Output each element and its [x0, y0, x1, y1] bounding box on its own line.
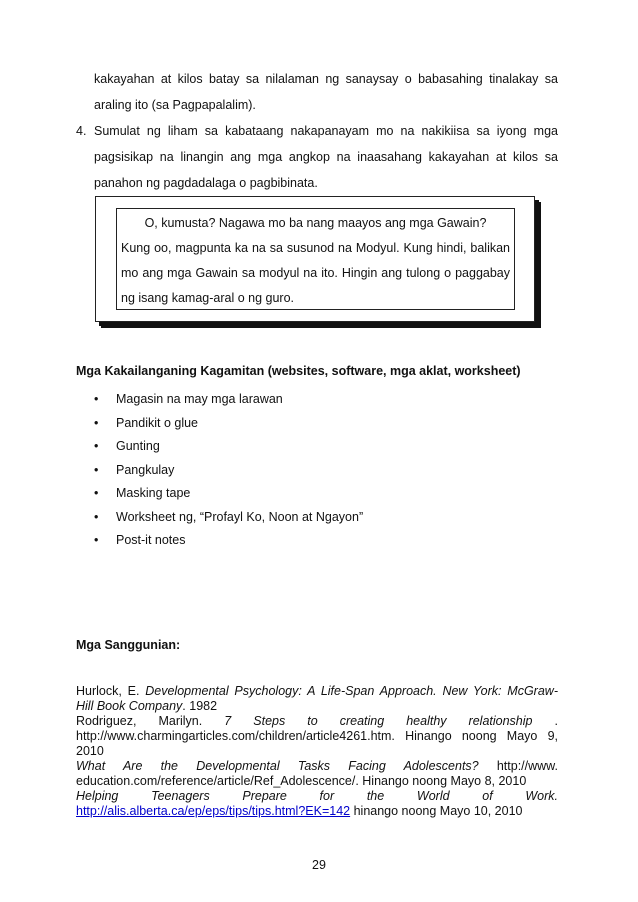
bullet-icon: • [94, 439, 99, 453]
reference-2-line-3: 2010 [76, 744, 104, 758]
list-item: • Pandikit o glue [94, 412, 363, 436]
page-number: 29 [312, 858, 326, 872]
reference-1-line-2: Hill Book Company. 1982 [76, 699, 218, 713]
reference-1-line-1: Hurlock, E. Developmental Psychology: A Life-Span Approach. New York: McGraw- [76, 684, 558, 698]
bullet-icon: • [94, 462, 99, 477]
bullet-icon: • [94, 392, 99, 406]
list-item: • Pangkulay [94, 459, 363, 483]
note-line-2: Kung oo, magpunta ka na sa susunod na Modyul. Kung hindi, balikan [121, 241, 510, 255]
list-item: • Post-it notes [94, 529, 363, 553]
intro-line-1: kakayahan at kilos batay sa nilalaman ng sanaysay o babasahing tinalakay sa [94, 72, 558, 86]
reference-3-line-2: education.com/reference/article/Ref_Adolescence/. Hinango noong Mayo 8, 2010 [76, 774, 527, 788]
item-4-number: 4. [76, 124, 87, 138]
reference-2-line-1: Rodriguez, Marilyn. 7 Steps to creating healthy relationship . [76, 714, 559, 728]
note-box [116, 208, 515, 310]
materials-list [94, 388, 363, 553]
references-heading: Mga Sanggunian: [76, 638, 181, 652]
note-line-1: O, kumusta? Nagawa mo ba nang maayos ang mga Gawain? [144, 216, 487, 230]
item-4-paragraph [94, 118, 558, 196]
note-line-3: mo ang mga Gawain sa modyul na ito. Hingin ang tulong o paggabay [121, 266, 510, 280]
intro-paragraph [94, 66, 558, 118]
item-4-line-3: panahon ng pagdadalaga o pagbibinata. [94, 176, 318, 190]
reference-4-line-1: Helping Teenagers Prepare for the World of Work. [76, 789, 558, 803]
bullet-icon: • [94, 415, 99, 430]
reference-3-line-1: What Are the Developmental Tasks Facing Adolescents? http://www. [76, 759, 558, 773]
list-item: • Magasin na may mga larawan [94, 388, 363, 412]
materials-heading: Mga Kakailanganing Kagamitan (websites, software, mga aklat, worksheet) [76, 364, 521, 378]
list-item: • Masking tape [94, 482, 363, 506]
reference-4-line-2: http://alis.alberta.ca/ep/eps/tips/tips.html?EK=142 hinango noong Mayo 10, 2010 [76, 804, 523, 818]
intro-line-2: araling ito (sa Pagpapalalim). [94, 98, 256, 112]
reference-2-line-2: http://www.charmingarticles.com/children/article4261.htm. Hinango noong Mayo 9, [76, 729, 558, 743]
list-item: • Worksheet ng, “Profayl Ko, Noon at Ngayon” [94, 506, 363, 530]
bullet-icon: • [94, 533, 99, 547]
list-item: • Gunting [94, 435, 363, 459]
bullet-icon: • [94, 509, 99, 524]
item-4-line-2: pagsisikap na linangin ang mga angkop na inaasahang kakayahan at kilos sa [94, 150, 558, 164]
item-4-line-1: Sumulat ng liham sa kabataang nakapanayam mo na nakikiisa sa iyong mga [94, 124, 558, 138]
bullet-icon: • [94, 486, 99, 500]
references-list [76, 684, 558, 819]
reference-4-link[interactable]: http://alis.alberta.ca/ep/eps/tips/tips.html?EK=142 [76, 804, 351, 818]
note-line-4: ng isang kamag-aral o ng guro. [121, 291, 295, 305]
